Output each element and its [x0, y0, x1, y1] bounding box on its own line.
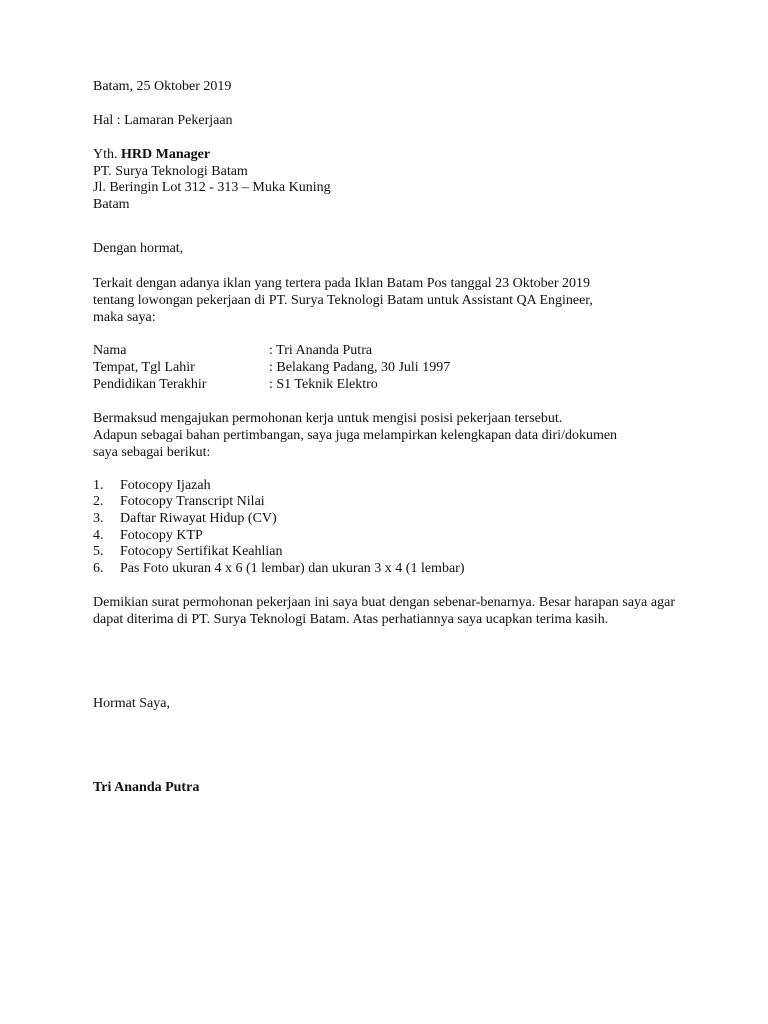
identity-label-education: Pendidikan Terakhir: [93, 377, 207, 392]
recipient-city: Batam: [93, 197, 130, 212]
identity-value-name: : Tri Ananda Putra: [269, 343, 373, 358]
purpose-line-2: Adapun sebagai bahan pertimbangan, saya juga melampirkan kelengkapan data diri/dokumen: [93, 428, 618, 443]
letter-date: Batam, 25 Oktober 2019: [93, 79, 232, 94]
list-item: Fotocopy Transcript Nilai: [120, 494, 265, 509]
list-item-number: 4.: [93, 528, 104, 543]
list-item-number: 1.: [93, 478, 104, 493]
list-item-number: 5.: [93, 544, 104, 559]
intro-line-3: maka saya:: [93, 310, 156, 325]
recipient-address: Jl. Beringin Lot 312 - 313 – Muka Kuning: [93, 180, 331, 195]
recipient-prefix: Yth.: [93, 147, 118, 162]
intro-line-2: tentang lowongan pekerjaan di PT. Surya Teknologi Batam untuk Assistant QA Engineer,: [93, 293, 593, 308]
list-item: Fotocopy Ijazah: [120, 478, 211, 493]
list-item: Daftar Riwayat Hidup (CV): [120, 511, 277, 526]
signature-name: Tri Ananda Putra: [93, 780, 200, 795]
list-item: Fotocopy Sertifikat Keahlian: [120, 544, 283, 559]
intro-line-1: Terkait dengan adanya iklan yang tertera pada Iklan Batam Pos tanggal 23 Oktober 2019: [93, 276, 591, 291]
letter-subject: Hal : Lamaran Pekerjaan: [93, 113, 233, 128]
list-item-number: 2.: [93, 494, 104, 509]
purpose-line-1: Bermaksud mengajukan permohonan kerja untuk mengisi posisi pekerjaan tersebut.: [93, 411, 563, 426]
recipient-company: PT. Surya Teknologi Batam: [93, 164, 248, 179]
closing-phrase: Hormat Saya,: [93, 696, 170, 711]
salutation: Dengan hormat,: [93, 241, 184, 256]
closing-paragraph: Demikian surat permohonan pekerjaan ini saya buat dengan sebenar-benarnya. Besar harapan saya agar dapat diterima di PT. Surya Teknologi Batam. Atas perhatiannya saya ucapkan terima kasih.: [93, 595, 675, 627]
list-item: Fotocopy KTP: [120, 528, 203, 543]
identity-label-birth: Tempat, Tgl Lahir: [93, 360, 195, 375]
list-item-number: 6.: [93, 561, 104, 576]
identity-value-education: : S1 Teknik Elektro: [269, 377, 378, 392]
list-item-number: 3.: [93, 511, 104, 526]
list-item: Pas Foto ukuran 4 x 6 (1 lembar) dan ukuran 3 x 4 (1 lembar): [120, 561, 465, 576]
identity-label-name: Nama: [93, 343, 127, 358]
identity-value-birth: : Belakang Padang, 30 Juli 1997: [269, 360, 451, 375]
recipient-title: HRD Manager: [121, 147, 211, 162]
purpose-line-3: saya sebagai berikut:: [93, 445, 211, 460]
recipient-title-line: [93, 146, 210, 163]
